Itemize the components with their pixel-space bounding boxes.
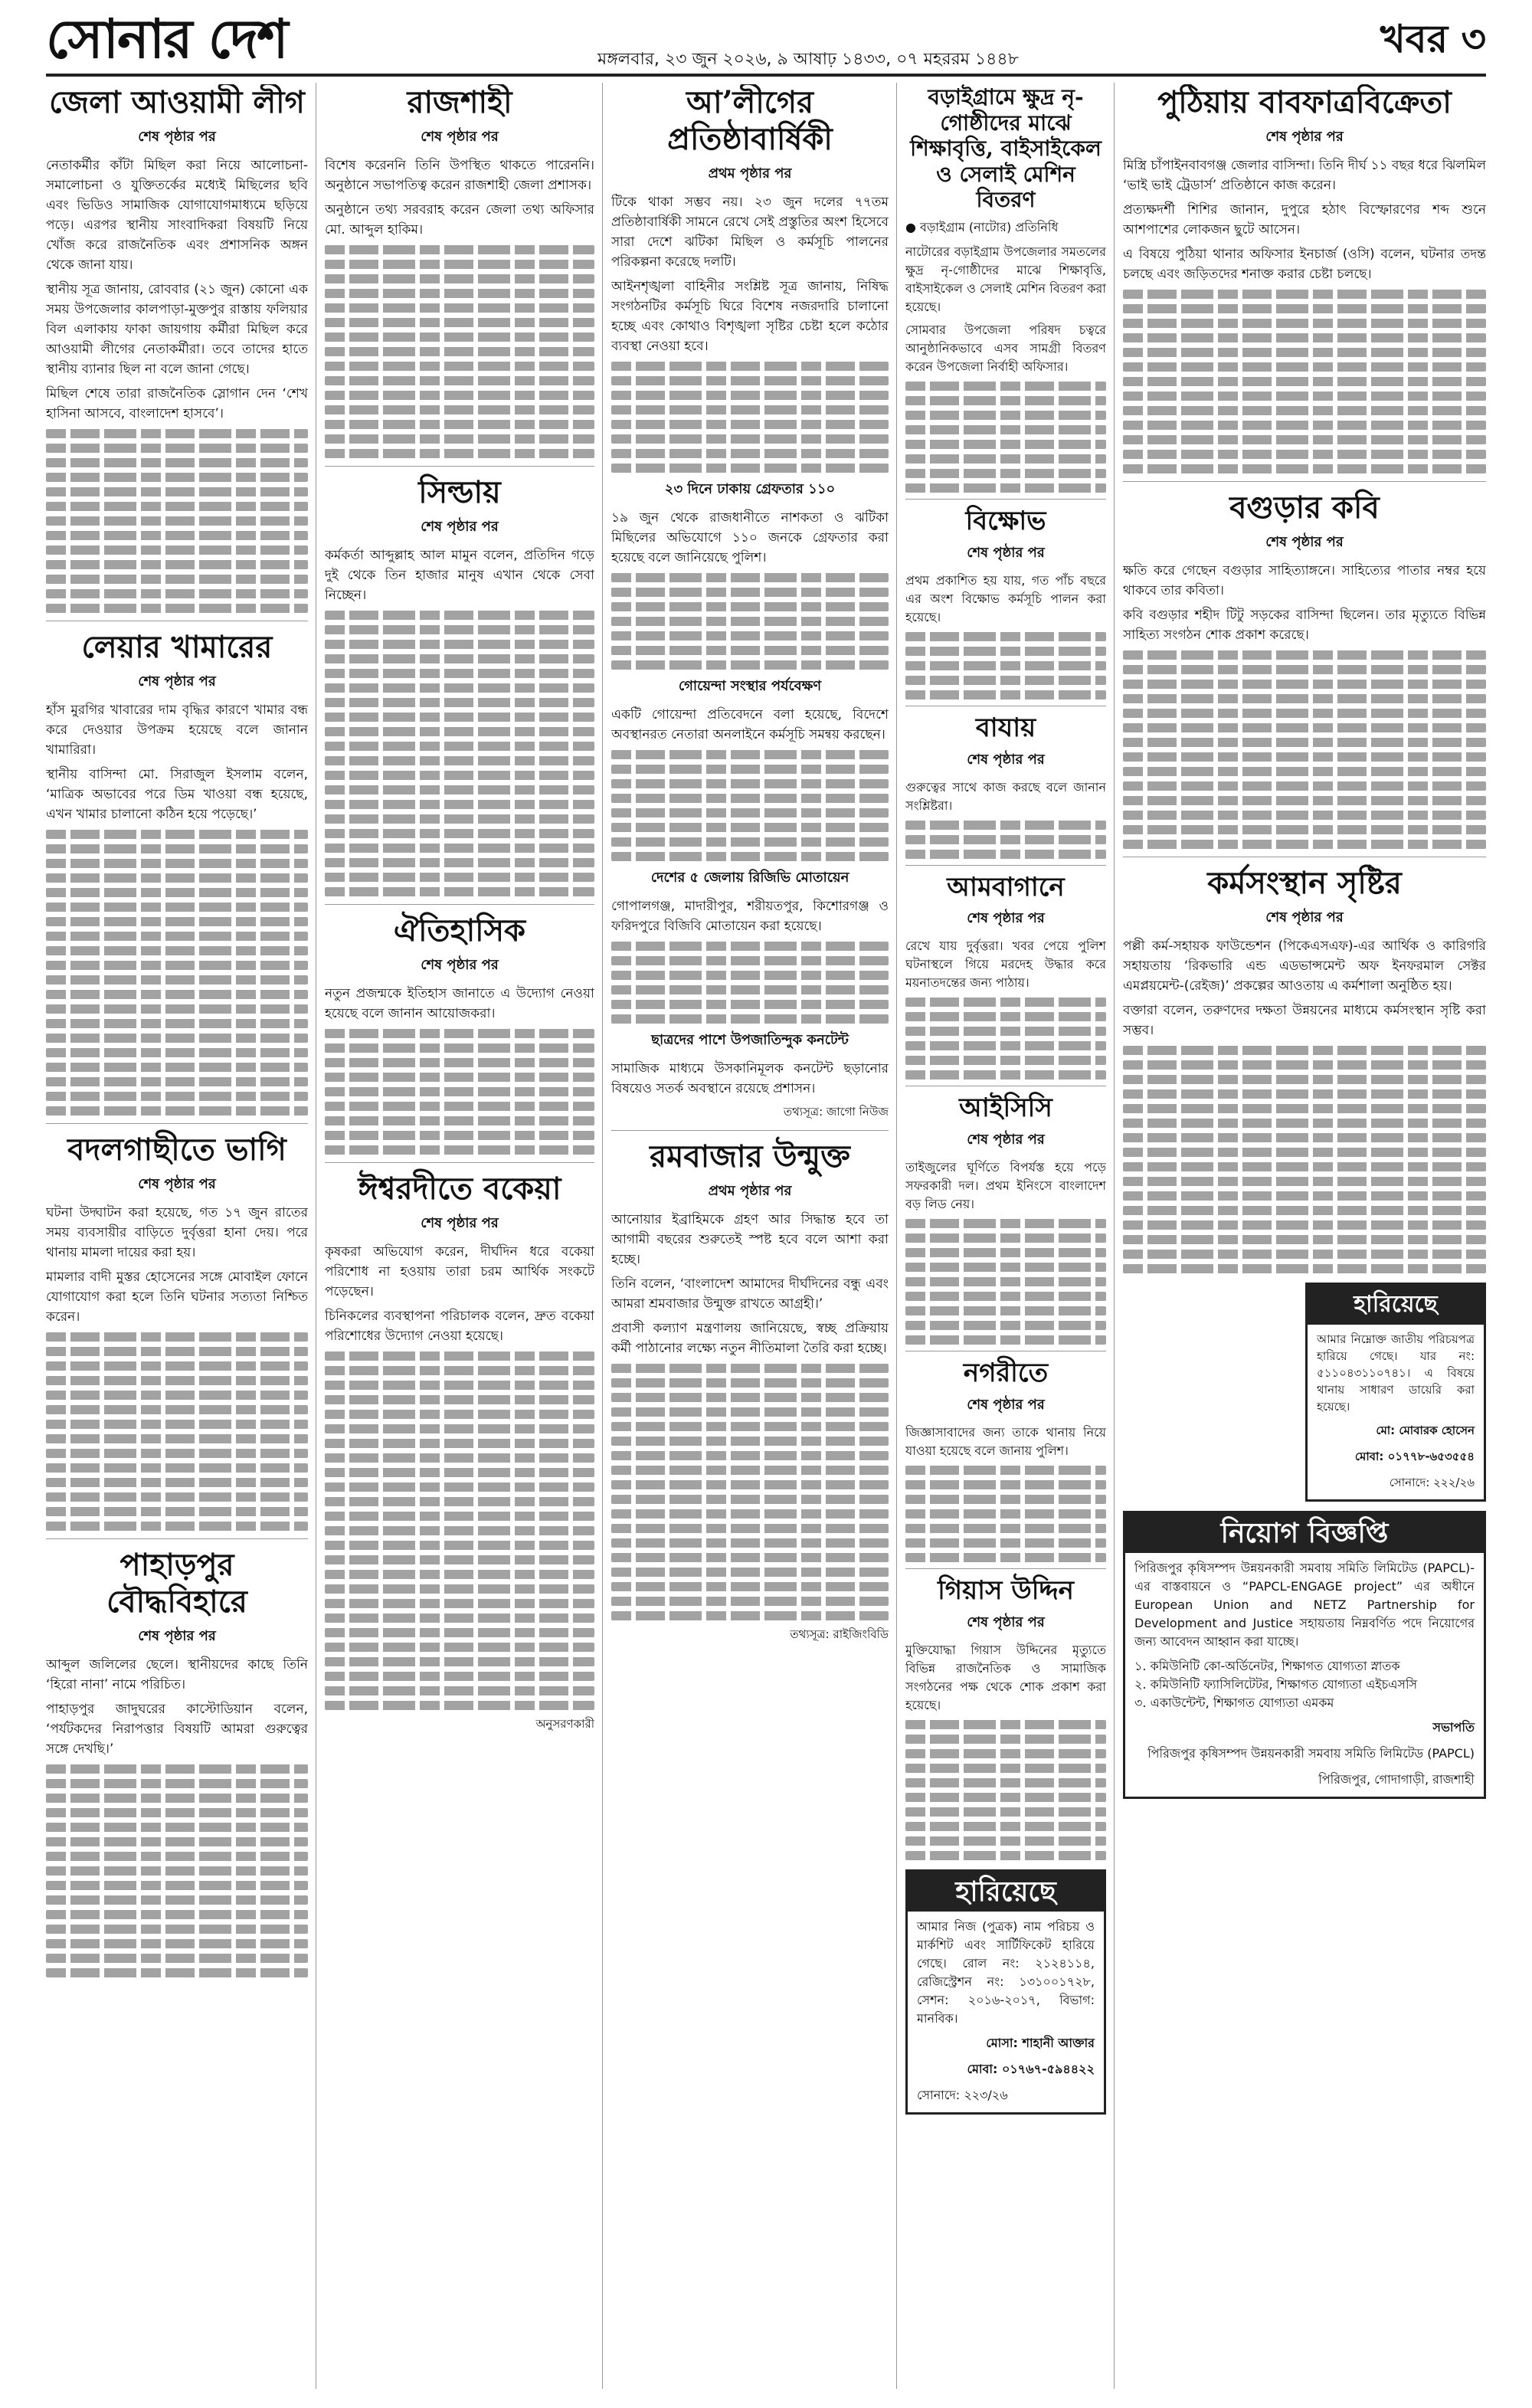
masthead	[46, 6, 1486, 72]
job-item: ৩. একাউন্টেন্ট, শিক্ষাগত যোগ্যতা এমকম	[1134, 1695, 1334, 1710]
paragraph: প্রত্যক্ষদর্শী শিশির জানান, দুপুরে হঠাৎ বিস্ফোরণের শব্দ শুনে আশপাশের লোকজন ছুটে আসেন।	[1123, 202, 1486, 238]
text-lines	[611, 573, 889, 670]
paragraph: মামলার বাদী মুস্তর হোসেনের সঙ্গে মোবাইল ফোনে যোগাযোগ করা হলে তিনি ঘটনার সত্যতা নিশ্চিত করেন।	[46, 1270, 308, 1325]
paragraph: ১৯ জুন থেকে রাজধানীতে নাশকতা ও ঝটিকা মিছিলের অভিযোগে ১১০ জনকে গ্রেফতার করা হয়েছে বলে জানিয়েছে পুলিশ।	[611, 510, 889, 565]
continuation-label: শেষ পৃষ্ঠার পর	[967, 910, 1045, 927]
paragraph: প্রবাসী কল্যাণ মন্ত্রণালয় জানিয়েছে, স্বচ্ছ প্রক্রিয়ায় কর্মী পাঠানোর লক্ষ্যে নতুন নীতিমালা তৈরি করা হচ্ছে।	[611, 1321, 889, 1356]
paragraph: এ বিষয়ে পুঠিয়া থানার অফিসার ইনচার্জ (ওসি) বলেন, ঘটনার তদন্ত চলছে এবং জড়িতদের শনাক্ত করার চেষ্টা চলছে।	[1123, 247, 1486, 282]
article-mango-orchard	[905, 872, 1106, 1080]
paragraph: গোপালগঞ্জ, মাদারীপুর, শরীয়তপুর, কিশোরগঞ্জ ও ফরিদপুরে বিজিবি মোতায়েন করা হয়েছে।	[611, 899, 889, 934]
paragraph: প্রথম প্রকাশিত হয় যায়, গত পাঁচ বছরে এর অংশ বিক্ষোভ কর্মসূচি পালন করা হয়েছে।	[905, 572, 1106, 624]
text-lines	[325, 245, 594, 458]
paragraph: সামাজিক মাধ্যমে উসকানিমূলক কনটেন্ট ছড়ানোর বিষয়েও সতর্ক অবস্থানে রয়েছে প্রশাসন।	[611, 1061, 889, 1096]
paragraph: ঘটনা উদ্ঘাটন করা হয়েছে, গত ১৭ জুন রাতের সময় ব্যবসায়ীর বাড়িতে দুর্বৃত্তরা হানা দেয়। পরে থানায় মামলা দায়ের করা হয়।	[46, 1205, 308, 1260]
headline: ঐতিহাসিক	[393, 912, 526, 948]
article-labour-market	[611, 1138, 889, 1645]
text-lines	[1123, 290, 1486, 473]
paragraph: বক্তারা বলেন, তরুণদের দক্ষতা উন্নয়নের মাধ্যমে কর্মসংস্থান সৃষ্টি করা সম্ভব।	[1123, 1003, 1486, 1038]
paragraph: নেতাকর্মীর কাঁটা মিছিল করা নিয়ে আলোচনা-সমালোচনা ও যুক্তিতর্কের মধ্যেই মিছিলের ছবি এবং ভিডিও সামাজিক যোগাযোগমাধ্যমে ছড়িয়ে পড়ে। এরপর স্থানীয় সাংবাদিকরা বিষয়টি নিয়ে খোঁজ করে রাজনৈতিক এবং প্রশাসনিক অঙ্গন থেকে জানা যায়।	[46, 158, 308, 273]
article-rajshahi	[325, 84, 594, 458]
column-1	[46, 84, 308, 2390]
headline: রমবাজার উন্মুক্ত	[650, 1138, 850, 1175]
headline: আ’লীগের প্রতিষ্ঠাবার্ষিকী	[667, 84, 833, 157]
column-divider	[1114, 83, 1115, 2389]
headline: আইসিসি	[959, 1093, 1052, 1124]
job-item: ২. কমিউনিটি ফ্যাসিলিটেটর, শিক্ষাগত যোগ্যতা এইচএসসি	[1134, 1677, 1418, 1692]
continuation-label: শেষ পৃষ্ঠার পর	[967, 1132, 1045, 1148]
paragraph: মিছিল শেষে তারা রাজনৈতিক স্লোগান দেন ‘শেখ হাসিনা আসবে, বাংলাদেশ হাসবে’।	[46, 386, 308, 421]
paragraph: গুরুত্বের সাথে কাজ করছে বলে জানান সংশ্লিষ্টরা।	[905, 779, 1106, 813]
text-lines	[611, 362, 889, 473]
continuation-label: প্রথম পৃষ্ঠার পর	[708, 1183, 792, 1199]
paragraph: তিনি বলেন, ‘বাংলাদেশ আমাদের দীর্ঘদিনের বন্ধু এবং আমরা শ্রমবাজার উন্মুক্ত রাখতে আগ্রহী।’	[611, 1276, 889, 1312]
text-lines	[611, 942, 889, 1024]
headline: বাযায়	[975, 712, 1036, 743]
text-lines	[46, 1332, 308, 1531]
continuation-label: শেষ পৃষ্ঠার পর	[1265, 129, 1344, 145]
text-lines	[1123, 1046, 1486, 1273]
continuation-label: শেষ পৃষ্ঠার পর	[967, 1614, 1045, 1630]
headline: কর্মসংস্থান সৃষ্টির	[1207, 865, 1402, 901]
job-notice-ad	[1123, 1511, 1486, 1799]
headline: বড়াইগ্রামে ক্ষুদ্র নৃ-গোষ্ঠীদের মাঝে শিক্ষাবৃত্তি, বাইসাইকেল ও সেলাই মেশিন বিতরণ	[910, 84, 1102, 213]
ad-signature: মোসা: শাহানী আক্তার	[986, 2035, 1095, 2050]
column-divider	[602, 83, 603, 2389]
text-lines	[905, 632, 1106, 699]
newspaper-title: সোনার দেশ	[46, 7, 287, 70]
paragraph: তাইজুলের ঘূর্ণিতে বিপর্যস্ত হয়ে পড়ে সফরকারী দল। প্রথম ইনিংসে বাংলাদেশ বড় লিড নেয়।	[905, 1160, 1106, 1212]
article-badalgachhi	[46, 1132, 308, 1531]
credit: তথ্যসূত্র: জাগো নিউজ	[783, 1105, 889, 1119]
continuation-label: শেষ পৃষ্ঠার পর	[421, 519, 499, 535]
article-protest	[905, 506, 1106, 699]
paragraph: কৃষকরা অভিযোগ করেন, দীর্ঘদিন ধরে বকেয়া পরিশোধ না হওয়ায় তারা চরম আর্থিক সংকটে পড়েছেন।	[325, 1244, 594, 1299]
paragraph: পাহাড়পুর জাদুঘরের কাস্টোডিয়ান বলেন, ‘পর্যটকদের নিরাপত্তার বিষয়টি আমরা গুরুত্বের সঙ্গে দেখছি।’	[46, 1702, 308, 1757]
article-icc	[905, 1093, 1106, 1345]
credit: তথ্যসূত্র: রাইজিংবিডি	[790, 1627, 889, 1641]
text-lines	[325, 1351, 594, 1710]
continuation-label: শেষ পৃষ্ঠার পর	[138, 1628, 216, 1644]
ad-signature: সভাপতি	[1432, 1720, 1475, 1735]
paragraph: টিকে থাকা সম্ভব নয়। ২৩ জুন দলের ৭৭তম প্রতিষ্ঠাবার্ষিকী সামনে রেখে সেই প্রস্তুতির অংশ হিসেবে সারা দেশে ঝটিকা মিছিল ও কর্মসূচি পালনের পরিকল্পনা করেছে দলটি।	[611, 195, 889, 270]
text-lines	[46, 830, 308, 1116]
ad-title: হারিয়েছে	[908, 1872, 1104, 1912]
paragraph: চিনিকলের ব্যবস্থাপনা পরিচালক বলেন, দ্রুত বকেয়া পরিশোধের উদ্যোগ নেওয়া হয়েছে।	[325, 1309, 594, 1344]
continuation-label: শেষ পৃষ্ঠার পর	[138, 673, 216, 690]
headline: লেয়ার খামারের	[81, 629, 273, 665]
masthead-rule	[46, 74, 1486, 77]
paragraph: মিস্ত্রি চাঁপাইনবাবগঞ্জ জেলার বাসিন্দা। তিনি দীর্ঘ ১১ বছর ধরে ঝিলমিল ‘ভাই ভাই ট্রেডার্স’ প্রতিষ্ঠানে কাজ করেন।	[1123, 158, 1486, 193]
article-paharpur	[46, 1547, 308, 1977]
paragraph: নতুন প্রজন্মকে ইতিহাস জানাতে এ উদ্যোগ নেওয়া হয়েছে বলে জানান আয়োজকরা।	[325, 986, 594, 1021]
ad-title: নিয়োগ বিজ্ঞপ্তি	[1125, 1513, 1484, 1553]
paragraph: রেখে যায় দুর্বৃত্তরা। খবর পেয়ে পুলিশ ঘটনাস্থলে গিয়ে মরদেহ উদ্ধার করে ময়নাতদন্তের জন্য পাঠায়।	[905, 939, 1106, 991]
headline: রাজশাহী	[407, 84, 512, 120]
text-lines	[46, 1764, 308, 1977]
column-4	[905, 84, 1106, 2390]
paragraph: আনোয়ার ইব্রাহিমকে গ্রহণ আর সিদ্ধান্ত হবে তা আগামী বছরের শুরুতেই স্পষ্ট হবে বলে আশা করা হচ্ছে।	[611, 1212, 889, 1267]
headline: ঈশ্বরদীতে বকেয়া	[358, 1171, 561, 1207]
issue-date: মঙ্গলবার, ২৩ জুন ২০২৬, ৯ আষাঢ় ১৪৩৩, ০৭ মহররম ১৪৪৮	[597, 50, 1019, 69]
continuation-label: শেষ পৃষ্ঠার পর	[1265, 909, 1344, 926]
text-lines	[325, 611, 594, 896]
text-lines	[325, 1029, 594, 1155]
paragraph: জিজ্ঞাসাবাদের জন্য তাকে থানায় নিয়ে যাওয়া হয়েছে বলে জানায় পুলিশ।	[905, 1424, 1106, 1458]
paragraph: নাটোরের বড়াইগ্রাম উপজেলার সমতলের ক্ষুদ্র নৃ-গোষ্ঠীদের মাঝে শিক্ষাবৃত্তি, বাইসাইকেল ও সেলাই মেশিন বিতরণ করা হয়েছে।	[905, 244, 1106, 314]
continuation-label: শেষ পৃষ্ঠার পর	[967, 544, 1045, 561]
paragraph: একটি গোয়েন্দা প্রতিবেদনে বলা হয়েছে, বিদেশে অবস্থানরত নেতারা অনলাইনে কর্মসূচি সমন্বয় করছেন।	[611, 707, 889, 742]
paragraph: আব্দুল জলিলের ছেলে। স্থানীয়দের কাছে তিনি ‘হিরো নানা’ নামে পরিচিত।	[46, 1657, 308, 1692]
continuation-label: শেষ পৃষ্ঠার পর	[138, 1176, 216, 1192]
paragraph: মুক্তিযোদ্ধা গিয়াস উদ্দিনের মৃত্যুতে বিভিন্ন রাজনৈতিক ও সামাজিক সংগঠনের পক্ষ থেকে শোক প্রকাশ করা হয়েছে।	[905, 1642, 1106, 1712]
paragraph: ক্ষতি করে গেছেন বগুড়ার সাহিত্যাঙ্গনে। সাহিত্যের পাতার নম্বর হয়ে থাকবে তার কবিতা।	[1123, 563, 1486, 598]
paragraph: কবি বগুড়ার শহীদ টিটু সড়কের বাসিন্দা ছিলেন। তার মৃত্যুতে বিভিন্ন সাহিত্য সংগঠন শোক প্রকাশ করেছে।	[1123, 608, 1486, 643]
column-divider	[896, 83, 897, 2389]
ad-reference: সোনাদে: ২২২/২৬	[1389, 1476, 1475, 1489]
text-lines	[905, 1466, 1106, 1562]
column-2	[325, 84, 594, 2390]
page-section: খবর ৩	[1380, 16, 1486, 61]
ad-title: হারিয়েছে	[1308, 1285, 1484, 1325]
headline: বগুড়ার কবি	[1229, 490, 1380, 526]
text-lines	[905, 1219, 1106, 1345]
headline: পুঠিয়ায় বাবফাত্রবিক্রেতা	[1157, 84, 1452, 120]
text-lines	[905, 382, 1106, 493]
headline: আমবাগানে	[947, 871, 1065, 903]
headline: সিল্ডায়	[418, 474, 501, 510]
paragraph: হাঁস মুরগির খাবারের দাম বৃদ্ধির কারণে খামার বন্ধ করে দেওয়ার উপক্রম হয়েছে বলে জানান খামারিরা।	[46, 703, 308, 758]
continuation-label: শেষ পৃষ্ঠার পর	[421, 1215, 499, 1231]
article-baraigram	[905, 84, 1106, 493]
ad-body: আমার নিজ (পুত্রক) নাম পরিচয় ও মার্কশিট এবং সার্টিফিকেট হারিয়ে গেছে। রোল নং: ২১২৪১১৪, রেজিস্ট্রেশন নং: ১৩১০০১৭২৮, সেশন: ২০১৬-২০১৭, বিভাগ: মানবিক।	[917, 1918, 1095, 2026]
continuation-label: শেষ পৃষ্ঠার পর	[1265, 534, 1344, 550]
paragraph: অনুষ্ঠানে তথ্য সরবরাহ করেন জেলা তথ্য অফিসার মো. আব্দুল হাকিম।	[325, 202, 594, 238]
ad-body: আমার নিম্নোক্ত জাতীয় পরিচয়পত্র হারিয়ে গেছে। যার নং: ৫১১০৪৩১১০৭৪১। এ বিষয়ে থানায় সাধারণ ডায়েরি করা হয়েছে।	[1317, 1332, 1475, 1414]
continuation-label: শেষ পৃষ্ঠার পর	[421, 957, 499, 973]
article-awami-league-anniversary	[611, 84, 889, 1122]
paragraph: বিশেষ করেননি তিনি উপস্থিত থাকতে পারেননি। অনুষ্ঠানে সভাপতিত্ব করেন রাজশাহী জেলা প্রশাসক।	[325, 158, 594, 193]
article-puthia	[1123, 84, 1486, 473]
headline: বদলগাছীতে ভাগি	[67, 1132, 286, 1168]
article-bajay	[905, 713, 1106, 859]
continuation-label: শেষ পৃষ্ঠার পর	[967, 751, 1045, 768]
text-lines	[611, 750, 889, 861]
text-lines	[46, 429, 308, 613]
article-city	[905, 1358, 1106, 1562]
ad-phone: মোবা: ০১৭৬৭-৫৯৪৪২২	[967, 2061, 1095, 2076]
lost-notice-ad	[1305, 1283, 1486, 1502]
ad-organisation: পিরিজপুর কৃষিসম্পদ উন্নয়নকারী সমবায় সমিতি লিমিটেড (PAPCL)	[1147, 1746, 1475, 1761]
article-bogura-poet	[1123, 490, 1486, 849]
column-5	[1123, 84, 1486, 2390]
ad-address: পিরিজপুর, গোদাগাড়ী, রাজশাহী	[1318, 1772, 1475, 1787]
paragraph: স্থানীয় সূত্র জানায়, রোববার (২১ জুন) কোনো এক সময় উপজেলার কালপাড়া-মুক্তপুর রাস্তায় ফলিয়ার বিল এলাকায় ফাকা জায়গায় কর্মীরা মিছিল করে আওয়ামী লীগের নেতাকর্মীরা। তবে তাদের হাতে স্থানীয় ব্যানার ছিল না বলে জানা গেছে।	[46, 282, 308, 377]
article-layer-farm	[46, 629, 308, 1116]
article-sylhet	[325, 474, 594, 896]
text-lines	[1123, 650, 1486, 849]
headline: নগরীতে	[963, 1358, 1049, 1389]
paragraph: আইনশৃঙ্খলা বাহিনীর সংশ্লিষ্ট সূত্র জানায়, নিষিদ্ধ সংগঠনটির কর্মসূচি ঘিরে বিশেষ নজরদারি চালানো হচ্ছে এবং কোথাও বিশৃঙ্খলা সৃষ্টির চেষ্টা হলে কঠোর ব্যবস্থা নেওয়া হবে।	[611, 279, 889, 354]
ad-signature: মো: মোবারক হোসেন	[1376, 1424, 1475, 1437]
job-item: ১. কমিউনিটি কো-অর্ডিনেটর, শিক্ষাগত যোগ্যতা স্নাতক	[1134, 1659, 1400, 1673]
subheading: গোয়েন্দা সংস্থার পর্যবেক্ষণ	[678, 678, 822, 694]
byline: ● বড়াইগ্রাম (নাটোর) প্রতিনিধি	[905, 219, 1059, 234]
article-ishwardi	[325, 1171, 594, 1735]
article-employment	[1123, 865, 1486, 1273]
text-lines	[905, 821, 1106, 859]
paragraph: স্থানীয় বাসিন্দা মো. সিরাজুল ইসলাম বলেন, ‘মাত্রিক অভাবের পরে ডিম খাওয়া বন্ধ হয়েছে, এখন খামার চালানো কঠিন হয়ে পড়েছে।’	[46, 767, 308, 822]
article-historic	[325, 912, 594, 1155]
subheading: ২৩ দিনে ঢাকায় গ্রেফতার ১১০	[664, 481, 836, 497]
paragraph: কর্মকর্তা আব্দুল্লাহ আল মামুন বলেন, প্রতিদিন গড়ে দুই থেকে তিন হাজার মানুষ এখান থেকে সেবা নিচ্ছেন।	[325, 548, 594, 603]
headline: গিয়াস উদ্দিন	[938, 1574, 1074, 1606]
text-lines	[611, 1364, 889, 1620]
subheading: ছাত্রদের পাশে উপজাতিন্দুক কনটেন্ট	[651, 1032, 849, 1048]
ad-phone: মোবা: ০১৭৭৮-৬৫৩৫৫৪	[1354, 1450, 1475, 1463]
text-lines	[905, 998, 1106, 1080]
headline: পাহাড়পুর বৌদ্ধবিহারে	[106, 1547, 247, 1620]
headline: বিক্ষোভ	[965, 505, 1046, 536]
continuation-label: শেষ পৃষ্ঠার পর	[421, 129, 499, 145]
continuation-label: শেষ পৃষ্ঠার পর	[138, 129, 216, 145]
article-district-awami-league	[46, 84, 308, 613]
text-lines	[905, 1720, 1106, 1860]
column-3	[611, 84, 889, 2390]
credit: অনুসরণকারী	[535, 1717, 594, 1731]
article-gias-uddin	[905, 1575, 1106, 1860]
continuation-label: প্রথম পৃষ্ঠার পর	[708, 165, 792, 182]
lost-notice-ad	[905, 1869, 1106, 2115]
paragraph: পল্লী কর্ম-সহায়ক ফাউন্ডেশন (পিকেএসএফ)-এর আর্থিক ও কারিগরি সহায়তায় ‘রিকভারি এন্ড এডভান্সমেন্ট অফ ইনফরমাল সেক্টর এমপ্লয়মেন্ট-(রেইজ)’ প্রকল্পের আওতায় এ কর্মশালা অনুষ্ঠিত হয়।	[1123, 939, 1486, 994]
ad-body: পিরিজপুর কৃষিসম্পদ উন্নয়নকারী সমবায় সমিতি লিমিটেড (PAPCL)-এর বাস্তবায়নে ও “PAPCL-ENGAGE project” এর অধীনে European Union and NETZ Partnership for Development and Justice সহায়তায় নিম্নবর্ণিত পদে নিয়োগের জন্য আবেদন আহ্বান করা যাচ্ছে।	[1134, 1561, 1475, 1649]
ad-reference: সোনাদে: ২২৩/২৬	[917, 2087, 1008, 2102]
continuation-label: শেষ পৃষ্ঠার পর	[967, 1396, 1045, 1413]
paragraph: সোমবার উপজেলা পরিষদ চত্বরে আনুষ্ঠানিকভাবে এসব সামগ্রী বিতরণ করেন উপজেলা নির্বাহী অফিসার।	[905, 322, 1106, 374]
subheading: দেশের ৫ জেলায় রিজিভি মোতায়েন	[650, 870, 849, 886]
headline: জেলা আওয়ামী লীগ	[49, 84, 305, 120]
